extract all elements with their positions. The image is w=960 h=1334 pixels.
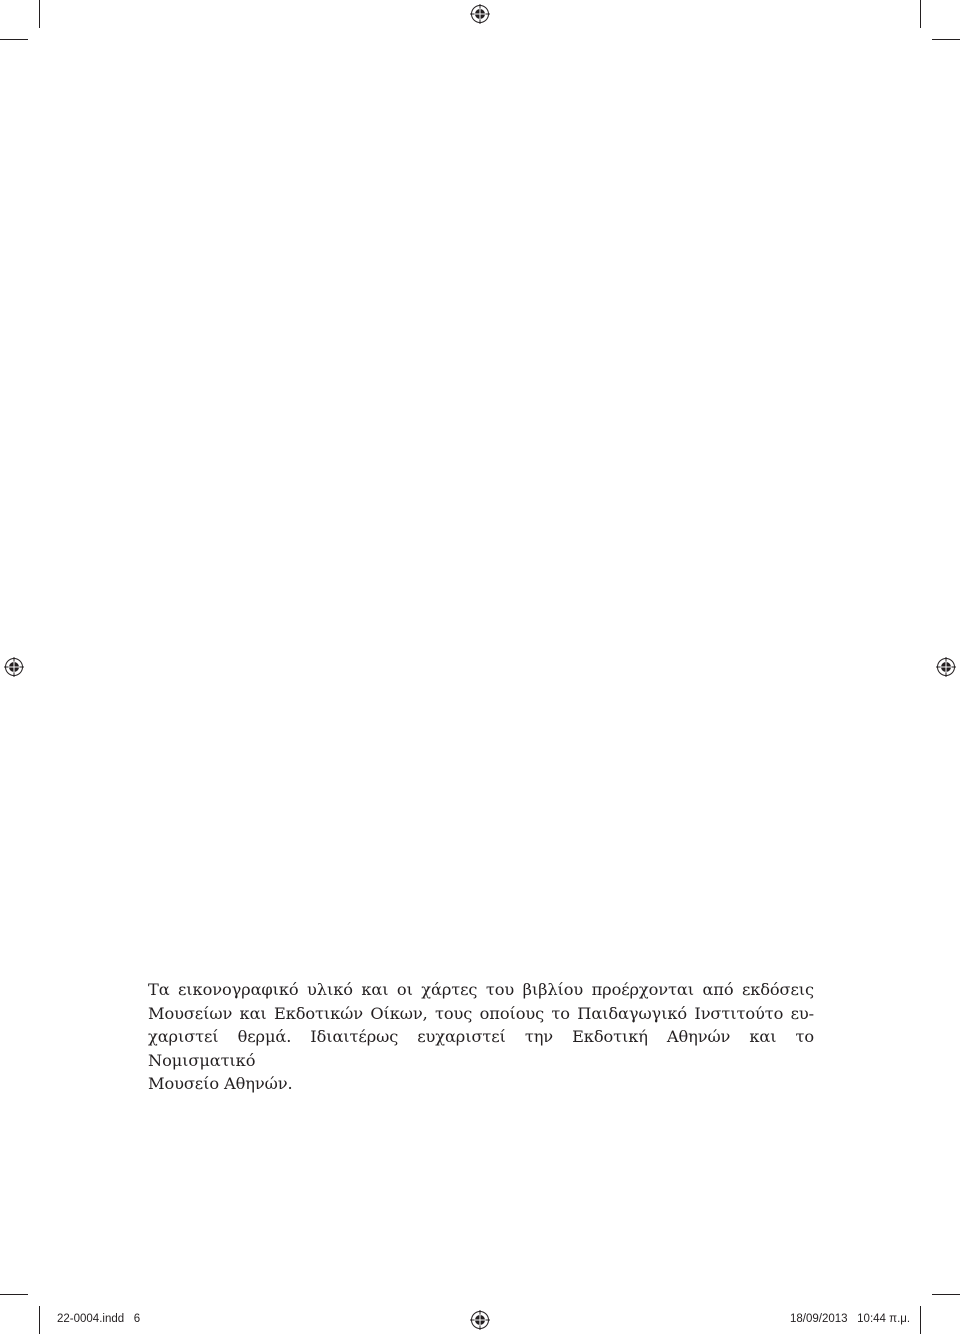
paragraph-line: χαριστεί θερμά. Ιδιαιτέρως ευχαριστεί την Εκδοτική Αθηνών και το Νομισματικό xyxy=(148,1027,814,1070)
slug-time: 10:44 π.μ. xyxy=(857,1313,911,1325)
crop-mark-bottom-right-horizontal xyxy=(932,1294,960,1295)
slug-date-time xyxy=(790,1313,910,1325)
slug-page-number: 6 xyxy=(133,1313,141,1325)
registration-mark-icon xyxy=(936,657,956,677)
crop-mark-bottom-right-vertical xyxy=(920,1306,921,1334)
registration-mark-icon xyxy=(470,1310,490,1330)
paragraph-line: Μουσείο Αθηνών. xyxy=(148,1074,293,1093)
crop-mark-top-right-horizontal xyxy=(932,39,960,40)
registration-mark-icon xyxy=(4,657,24,677)
slug-file-name: 22-0004.indd 6 xyxy=(57,1313,141,1325)
acknowledgement-paragraph xyxy=(148,978,814,1096)
crop-mark-top-left-horizontal xyxy=(0,39,28,40)
crop-mark-top-left-vertical xyxy=(39,0,40,28)
crop-mark-top-right-vertical xyxy=(920,0,921,28)
crop-mark-bottom-left-vertical xyxy=(39,1306,40,1334)
slug-date: 18/09/2013 xyxy=(790,1313,848,1325)
crop-mark-bottom-left-horizontal xyxy=(0,1294,28,1295)
registration-mark-icon xyxy=(470,4,490,24)
paragraph-line: Μουσείων και Εκδοτικών Οίκων, τους οποίους το Παιδαγωγικό Ινστιτούτο ευ- xyxy=(148,1003,814,1023)
paragraph-line: Τα εικονογραφικό υλικό και οι χάρτες του βιβλίου προέρχονται από εκδόσεις xyxy=(148,980,814,999)
